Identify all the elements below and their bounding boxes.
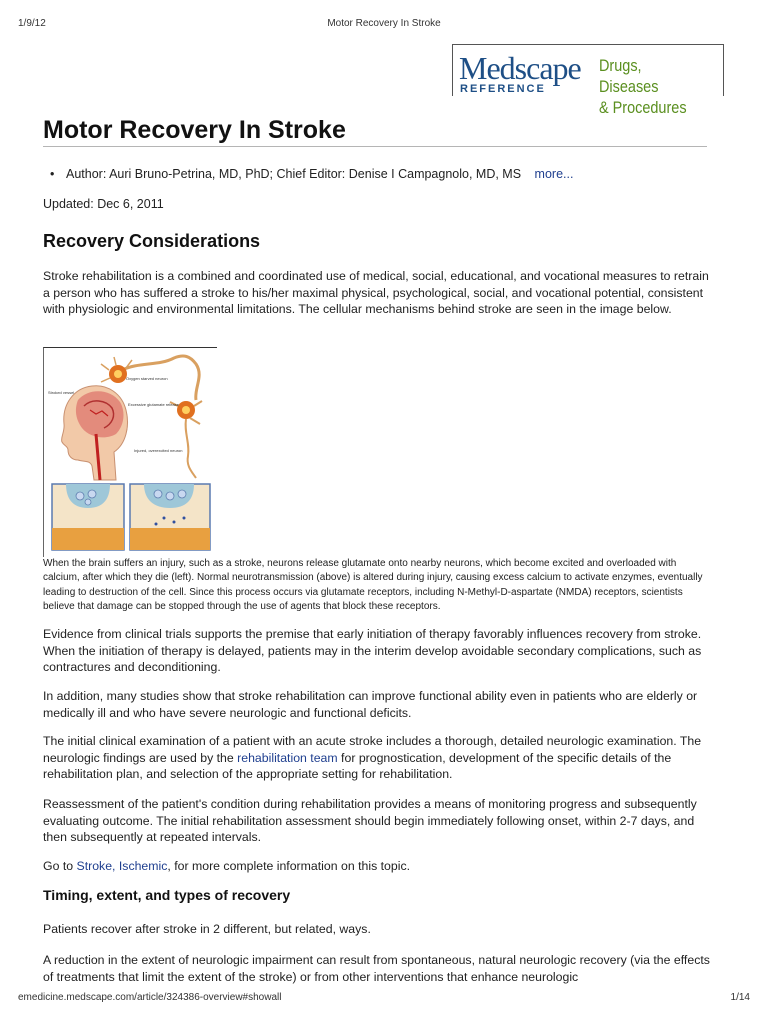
section-heading: Recovery Considerations	[43, 231, 261, 251]
more-link[interactable]: more...	[534, 167, 574, 181]
bullet-icon: •	[50, 167, 55, 181]
page-number: 1/14	[730, 992, 750, 1003]
initial-exam-paragraph: The initial clinical examination of a patient with an acute stroke includes a thorough, detailed neurologic examination. The neurologic findings are used by the rehabilitation team for prognostication, development of the specific details of the rehabilitation plan, and selection of the appropriate setting for rehabilitation.	[43, 734, 702, 782]
stroke-mechanism-figure[interactable]	[43, 347, 217, 557]
evidence-paragraph: Evidence from clinical trials supports the premise that early initiation of therapy favorably influences recovery from stroke. When the initiation of therapy is delayed, patients may in the interim develop avoidable secondary complications, such as contractures and deconditioning.	[43, 627, 702, 675]
addition-paragraph: In addition, many studies show that stroke rehabilitation can improve functional ability even in patients who are elderly or medically ill and who have severe neurologic and functional deficits.	[43, 689, 698, 720]
print-title: Motor Recovery In Stroke	[327, 18, 441, 29]
label-injured-neuron: Injured, overexcited neuron	[134, 448, 183, 453]
title-divider	[43, 146, 707, 147]
medscape-logo[interactable]	[452, 44, 724, 117]
patients-paragraph: Patients recover after stroke in 2 different, but related, ways.	[43, 922, 371, 936]
logo-wordmark: Medscape	[459, 50, 581, 86]
print-date: 1/9/12	[18, 18, 46, 29]
label-oxygen-starved: Oxygen starved neuron	[126, 376, 168, 381]
label-stroked-vessel: Stroked vessel	[48, 390, 75, 395]
logo-reference: REFERENCE	[460, 83, 546, 95]
goto-paragraph: Go to Stroke, Ischemic, for more complete information on this topic.	[43, 859, 411, 873]
author-line	[50, 167, 574, 181]
author-text: Author: Auri Bruno-Petrina, MD, PhD; Chief Editor: Denise I Campagnolo, MD, MS	[66, 167, 522, 181]
reduction-paragraph: A reduction in the extent of neurologic impairment can result from spontaneous, natural neurologic recovery (via the effects of treatments that limit the extent of the stroke) or from other interventions that enhance neurologic	[43, 953, 710, 984]
page-title: Motor Recovery In Stroke	[43, 116, 346, 144]
rehabilitation-team-link[interactable]: rehabilitation team	[237, 750, 338, 765]
reassessment-paragraph: Reassessment of the patient's condition during rehabilitation provides a means of monitoring progress and subsequently evaluating outcome. The initial rehabilitation assessment should begin immediately following onset, within 2-7 days, and then subsequently at repeated intervals.	[43, 797, 697, 845]
label-excessive-glutamate: Excessive glutamate release	[128, 402, 179, 407]
logo-tagline: Drugs, Diseases & Procedures	[599, 56, 687, 117]
intro-paragraph: Stroke rehabilitation is a combined and coordinated use of medical, social, educational, and vocational measures to retrain a person who has suffered a stroke to his/her maximal physical, psychological, social, and vocational potential, consistent with physiologic and environmental limitations. The cellular mechanisms behind stroke are seen in the image below.	[43, 269, 709, 317]
timing-subheading: Timing, extent, and types of recovery	[43, 887, 291, 903]
updated-date: Updated: Dec 6, 2011	[43, 197, 164, 211]
figure-caption: When the brain suffers an injury, such as a stroke, neurons release glutamate onto nearby neurons, which become excited and overloaded with calcium, after which they die (left). Normal neurotransmission (above) is altered during injury, causing excess calcium to activate enzymes, eventually leading to destruction of the cell. Since this process occurs via glutamate receptors, including N-Methyl-D-aspartate (NMDA) receptors, scientists believe that damage can be stopped through the use of agents that block these receptors.	[43, 558, 703, 613]
stroke-ischemic-link[interactable]: Stroke, Ischemic	[76, 859, 168, 873]
footer-url: emedicine.medscape.com/article/324386-overview#showall	[18, 992, 282, 1003]
print-header	[0, 18, 768, 32]
